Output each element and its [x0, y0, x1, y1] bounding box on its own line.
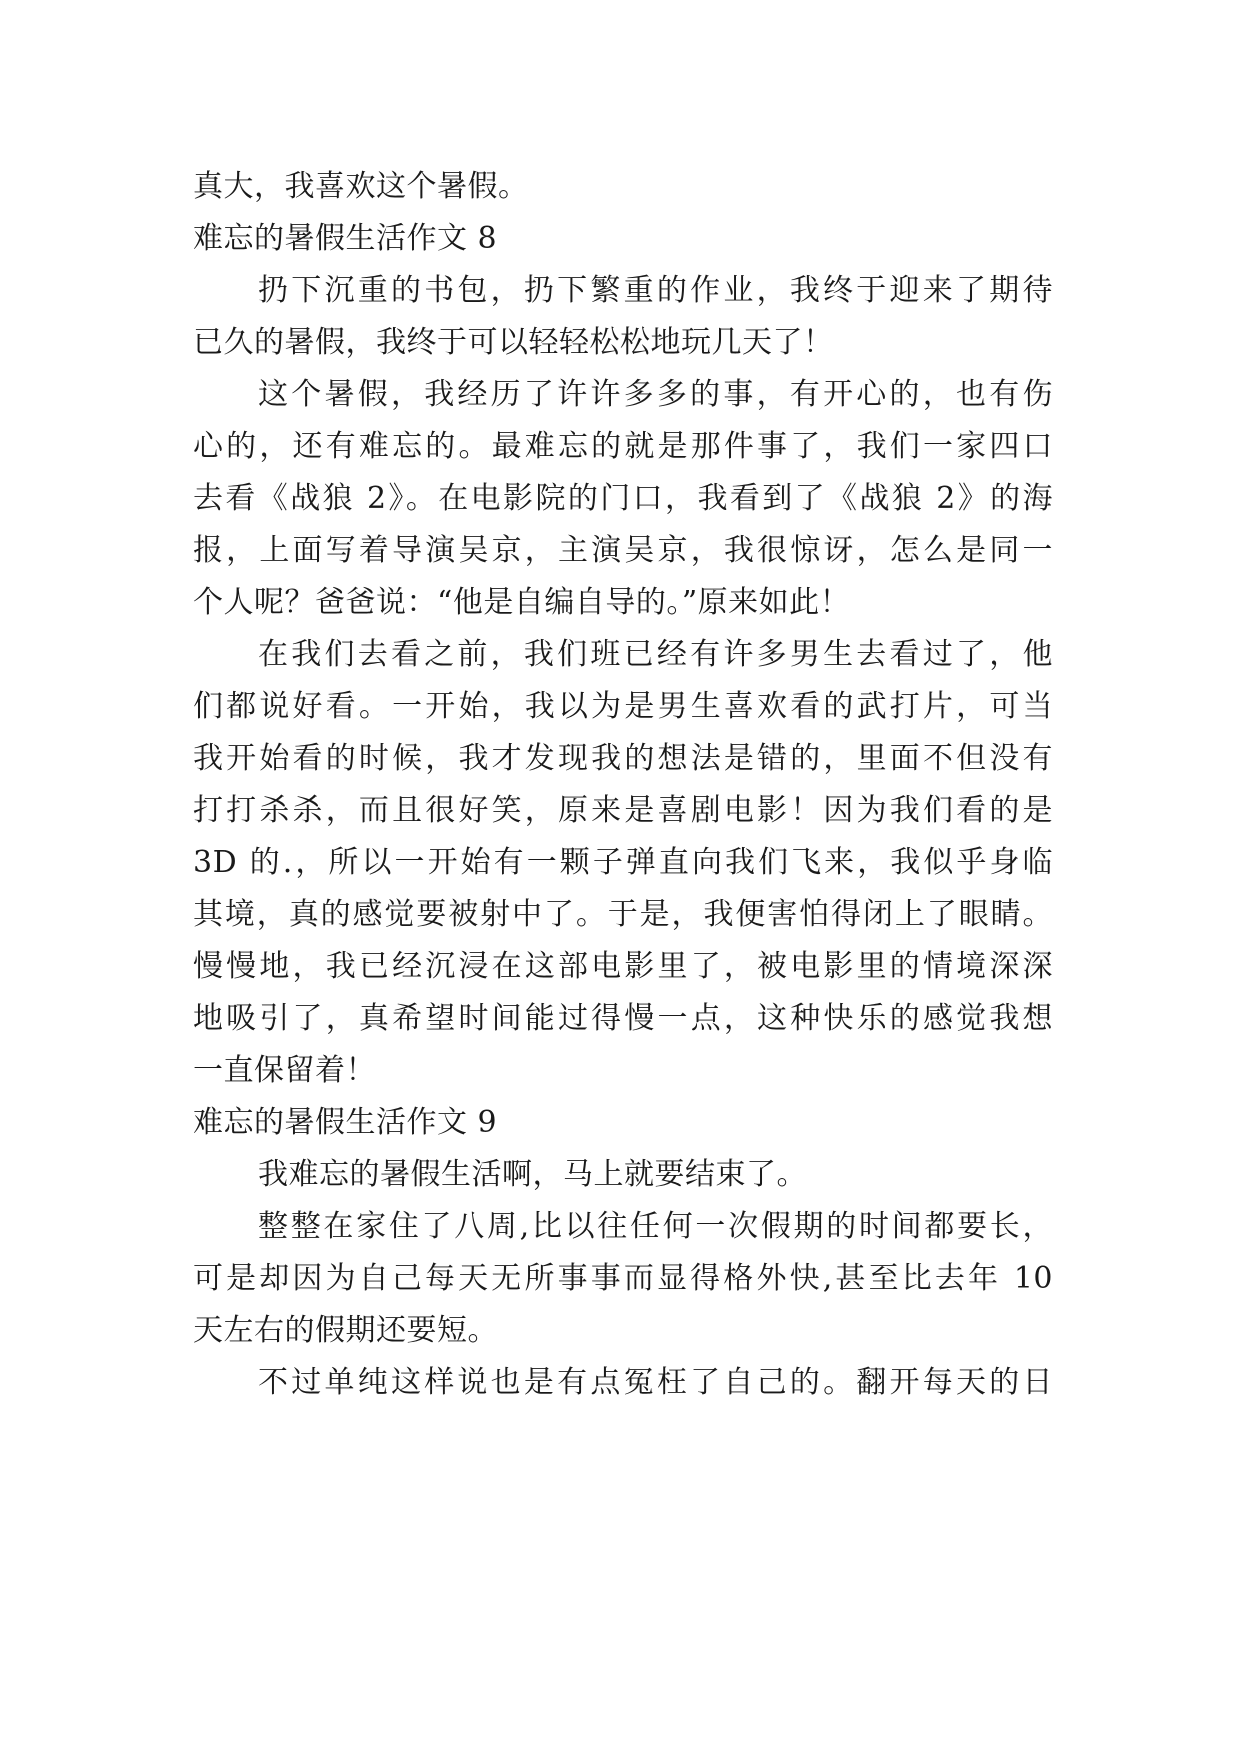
paragraph-line: 已久的暑假，我终于可以轻轻松松地玩几天了！: [193, 325, 834, 360]
paragraph-line: 扔下沉重的书包，扔下繁重的作业，我终于迎来了期待: [258, 273, 1053, 308]
paragraph-line: 真大，我喜欢这个暑假。: [193, 169, 529, 204]
paragraph-line: 报，上面写着导演吴京，主演吴京，我很惊讶，怎么是同一: [193, 533, 1053, 568]
paragraph-line: 地吸引了，真希望时间能过得慢一点，这种快乐的感觉我想: [193, 1001, 1053, 1036]
paragraph-line: 我难忘的暑假生活啊，马上就要结束了。: [258, 1157, 807, 1192]
paragraph-line: 心的，还有难忘的。最难忘的就是那件事了，我们一家四口: [193, 429, 1053, 464]
paragraph-line: 们都说好看。一开始，我以为是男生喜欢看的武打片，可当: [193, 689, 1053, 724]
paragraph-line: 可是却因为自己每天无所事事而显得格外快,甚至比去年 10: [193, 1261, 1053, 1296]
paragraph-line: 一直保留着！: [193, 1053, 376, 1088]
paragraph-line: 个人呢？爸爸说：“他是自编自导的。”原来如此！: [193, 585, 851, 620]
paragraph-line: 其境，真的感觉要被射中了。于是，我便害怕得闭上了眼睛。: [193, 897, 1053, 932]
paragraph-line: 整整在家住了八周,比以往任何一次假期的时间都要长，: [258, 1209, 1053, 1244]
paragraph-line: 我开始看的时候，我才发现我的想法是错的，里面不但没有: [193, 741, 1053, 776]
paragraph-line: 去看《战狼 2》。在电影院的门口，我看到了《战狼 2》的海: [193, 481, 1053, 516]
section-heading-8: 难忘的暑假生活作文 8: [193, 221, 498, 256]
paragraph-line: 3D 的.，所以一开始有一颗子弹直向我们飞来，我似乎身临: [193, 845, 1053, 880]
paragraph-line: 不过单纯这样说也是有点冤枉了自己的。翻开每天的日: [258, 1365, 1053, 1400]
section-heading-9: 难忘的暑假生活作文 9: [193, 1105, 498, 1140]
paragraph-line: 这个暑假，我经历了许许多多的事，有开心的，也有伤: [258, 377, 1053, 412]
paragraph-line: 在我们去看之前，我们班已经有许多男生去看过了，他: [258, 637, 1053, 672]
paragraph-line: 慢慢地，我已经沉浸在这部电影里了，被电影里的情境深深: [193, 949, 1053, 984]
paragraph-line: 天左右的假期还要短。: [193, 1313, 498, 1348]
paragraph-line: 打打杀杀，而且很好笑，原来是喜剧电影！因为我们看的是: [193, 793, 1053, 828]
